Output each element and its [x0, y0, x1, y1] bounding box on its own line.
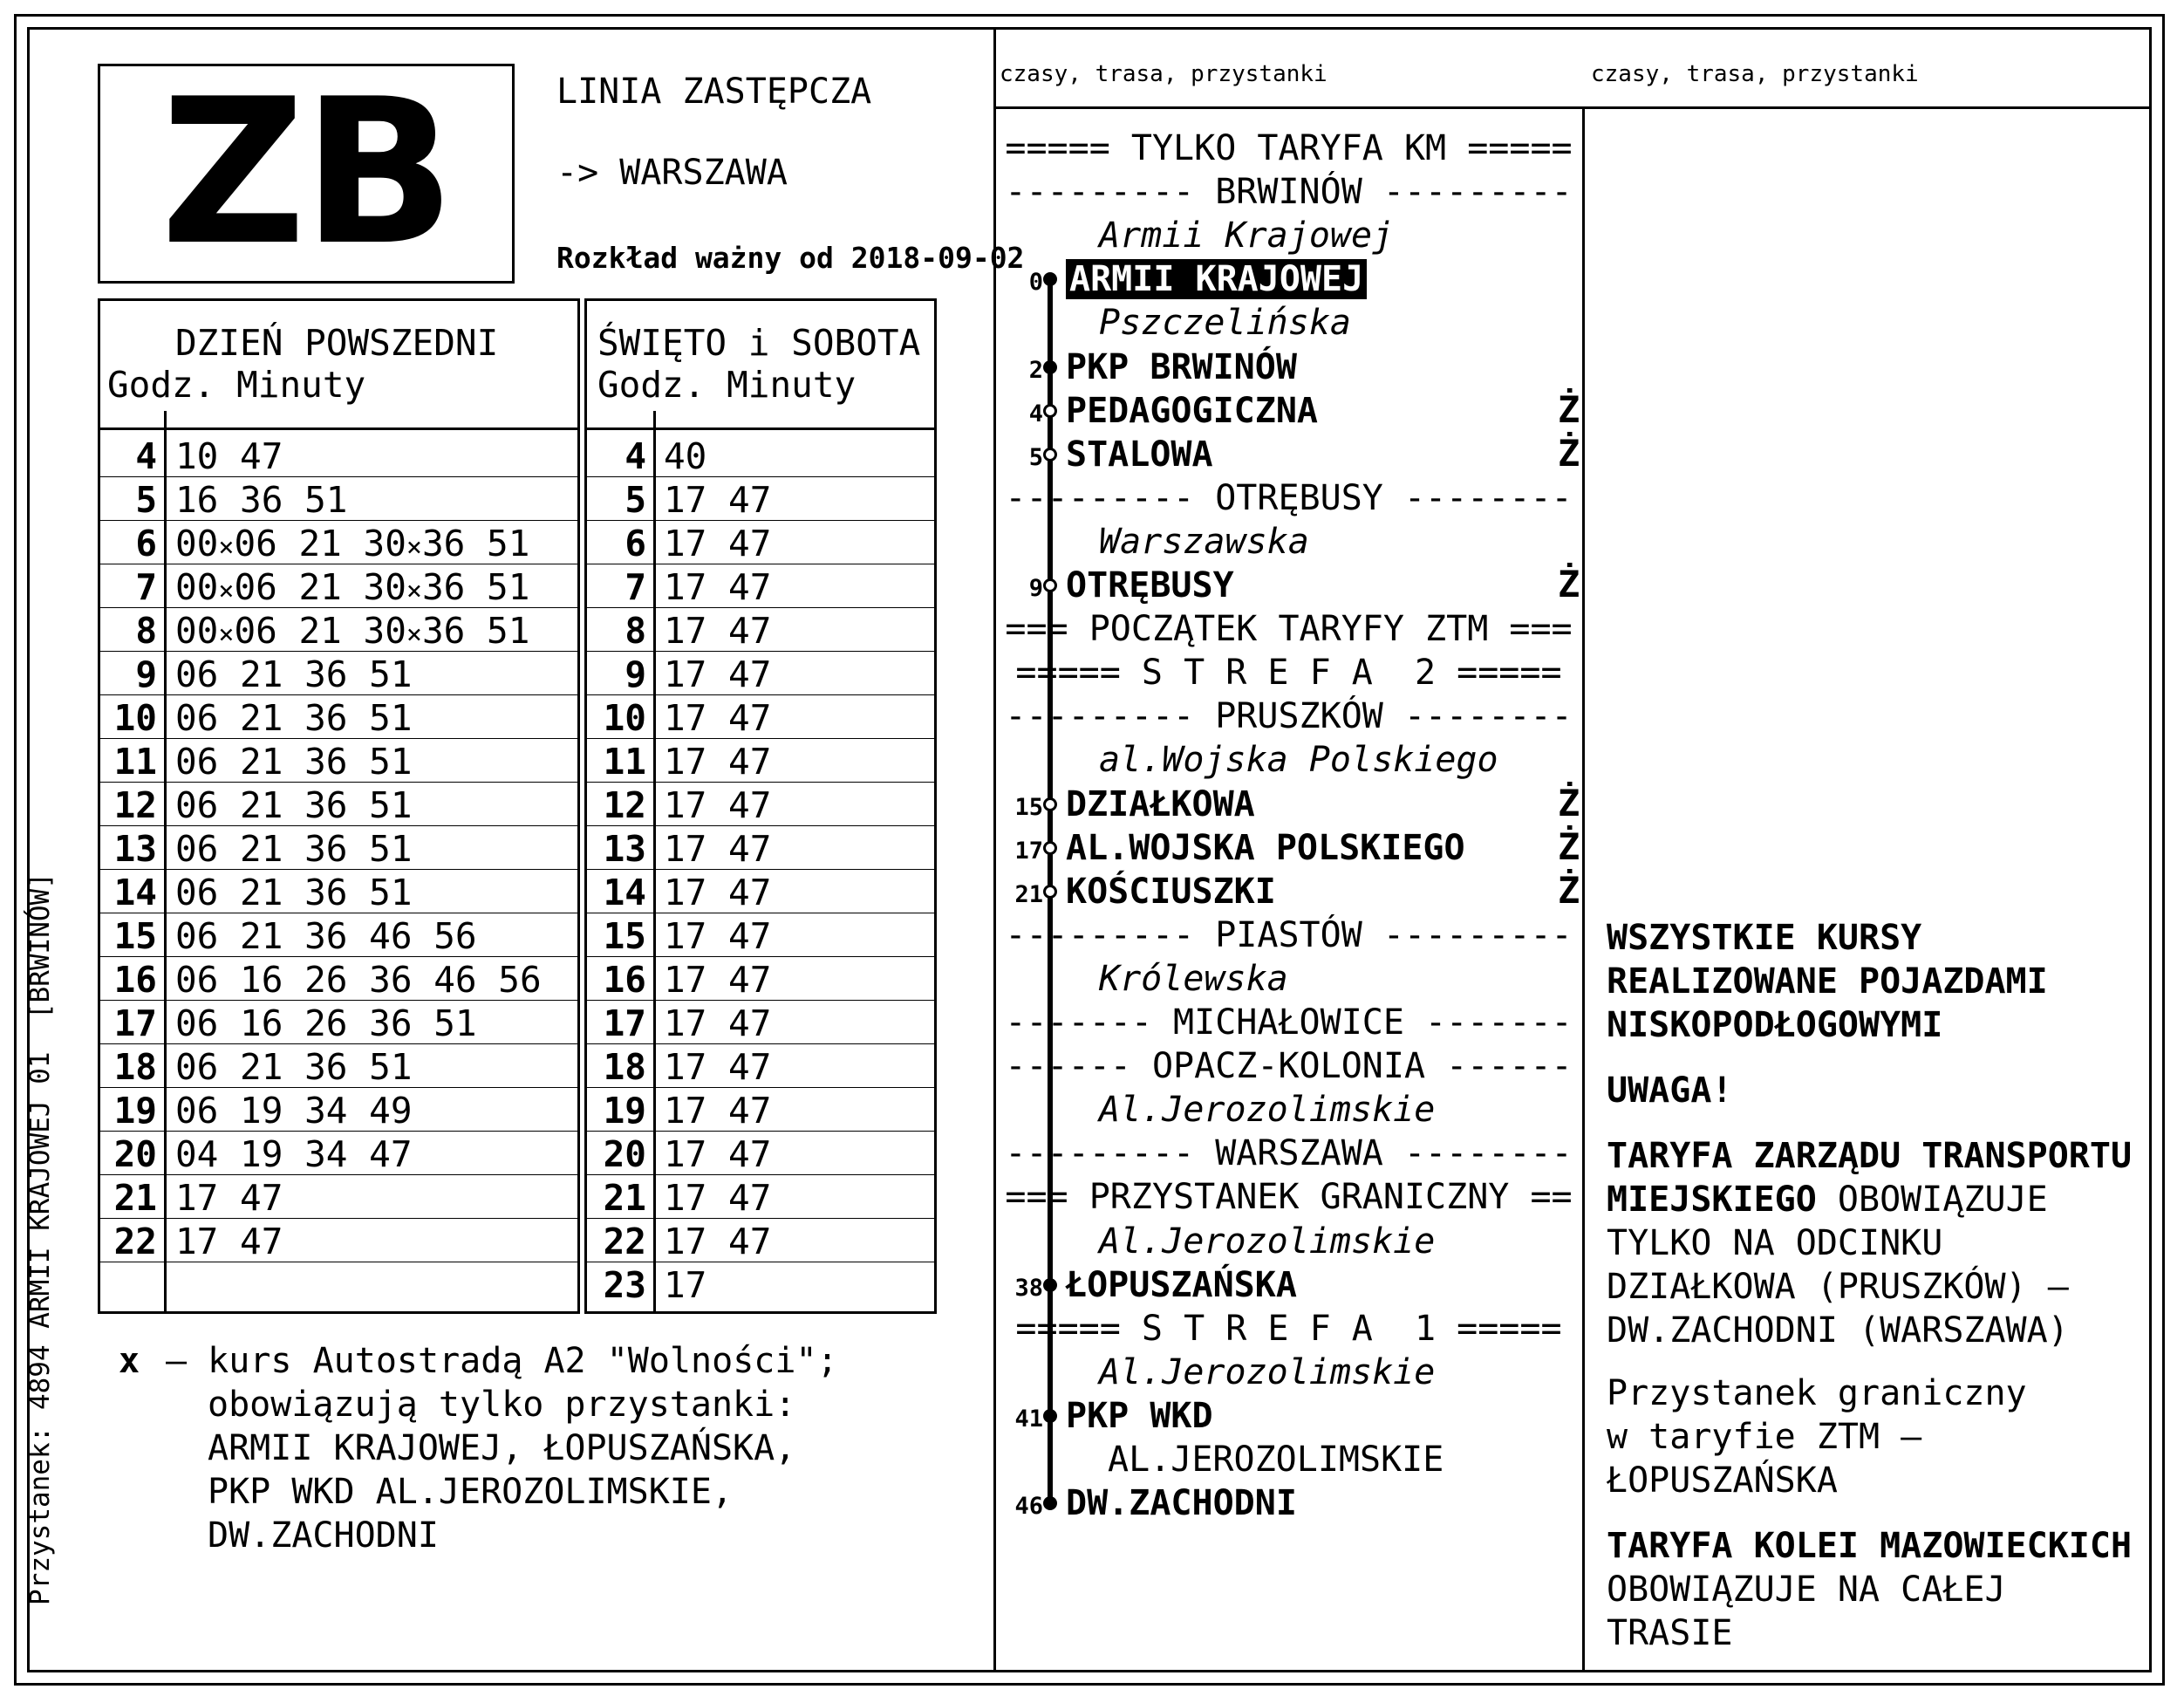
stop-name: PEDAGOGICZNA	[1066, 390, 1318, 431]
current-stop-name: ARMII KRAJOWEJ	[1066, 259, 1367, 299]
hour-cell: 16	[603, 959, 646, 1001]
table-row	[100, 1044, 577, 1088]
info-km-line: TARYFA KOLEI MAZOWIECKICH	[1607, 1526, 2133, 1566]
valid-from: Rozkład ważny od 2018-09-02	[556, 241, 1025, 275]
autostrada-mark: ×	[218, 576, 235, 606]
stop-name: PKP BRWINÓW	[1066, 346, 1297, 387]
hour-cell: 21	[113, 1177, 157, 1219]
hour-cell: 6	[624, 523, 646, 564]
minutes-cell: 17 47	[664, 784, 772, 826]
stop-dot-filled	[1043, 1409, 1057, 1423]
town-line: ------- MICHAŁOWICE -------	[1005, 1002, 1573, 1043]
table-row	[100, 695, 577, 739]
table-row	[587, 1088, 934, 1132]
stop-dot-filled	[1043, 1278, 1057, 1292]
table-row	[100, 1132, 577, 1175]
request-stop-mark: Ż	[1558, 824, 1580, 868]
hour-cell: 18	[113, 1046, 157, 1088]
stop-name: PKP WKD	[1066, 1395, 1213, 1436]
stop-row	[1066, 1395, 1213, 1437]
town-line: --------- PRUSZKÓW --------	[1005, 696, 1573, 737]
table-row	[587, 695, 934, 739]
info-ztm-line: TYLKO NA ODCINKU	[1607, 1223, 1943, 1263]
minutes-cell: 06 21 36 51	[175, 697, 413, 739]
stop-row	[1066, 564, 1234, 606]
minutes-cell: 17 47	[664, 479, 772, 521]
hour-cell: 8	[624, 610, 646, 652]
footnote-line: ARMII KRAJOWEJ, ŁOPUSZAŃSKA,	[208, 1428, 796, 1468]
minutes-cell: 06 21 36 51	[175, 872, 413, 913]
hour-cell: 14	[113, 872, 157, 913]
minutes-cell: 00×06 21 30×36 51	[175, 610, 530, 652]
minutes-cell: 17	[664, 1264, 707, 1306]
request-stop-mark: Ż	[1558, 868, 1580, 912]
autostrada-mark: ×	[406, 532, 422, 563]
minutes-cell: 17 47	[664, 959, 772, 1001]
minutes-cell: 17 47	[664, 1221, 772, 1262]
table-row	[100, 783, 577, 826]
minutes-cell: 06 16 26 36 46 56	[175, 959, 542, 1001]
stop-travel-time: 21	[1014, 880, 1043, 908]
weekday-table-header	[100, 301, 577, 430]
info-border-line: w taryfie ZTM –	[1607, 1417, 1922, 1457]
table-row	[587, 783, 934, 826]
hour-cell: 5	[624, 479, 646, 521]
request-stop-mark: Ż	[1558, 387, 1580, 431]
footnote-mark: x	[119, 1341, 140, 1381]
info-lowfloor-line: NISKOPODŁOGOWYMI	[1607, 1005, 1943, 1045]
stop-caption: Przystanek: 4894 ARMII KRAJOWEJ 01 [BRWINÓW]	[24, 872, 56, 1605]
column-divider-right	[1582, 108, 1585, 1672]
minutes-cell: 06 21 36 51	[175, 741, 413, 783]
minutes-cell: 00×06 21 30×36 51	[175, 523, 530, 564]
minutes-cell: 17 47	[664, 610, 772, 652]
table-row	[100, 1088, 577, 1132]
hour-cell: 12	[113, 784, 157, 826]
hour-cell: 9	[135, 653, 157, 695]
hour-cell: 4	[624, 435, 646, 477]
holiday-table	[584, 298, 937, 1314]
minutes-cell: 17 47	[175, 1221, 283, 1262]
line-number-box	[98, 57, 515, 290]
stop-dot-request	[1043, 404, 1057, 418]
minutes-cell: 16 36 51	[175, 479, 348, 521]
footnote-line: – kurs Autostradą A2 "Wolności";	[166, 1341, 838, 1381]
street-name: Królewska	[1099, 958, 1288, 999]
hour-cell: 16	[113, 959, 157, 1001]
hour-cell: 13	[603, 828, 646, 870]
stop-row	[1066, 390, 1318, 432]
stop-name: AL.WOJSKA POLSKIEGO	[1066, 827, 1465, 868]
hour-cell: 19	[603, 1090, 646, 1132]
minutes-cell: 06 21 36 46 56	[175, 915, 477, 957]
table-row	[100, 1175, 577, 1219]
stop-row	[1066, 1264, 1297, 1306]
hour-cell: 11	[603, 741, 646, 783]
hour-cell: 15	[113, 915, 157, 957]
info-ztm-line: MIEJSKIEGO	[1607, 1180, 1817, 1220]
town-line: --------- OTRĘBUSY --------	[1005, 477, 1573, 518]
street-name: Al.Jerozolimskie	[1099, 1090, 1436, 1131]
info-warning-text: UWAGA!	[1607, 1070, 1733, 1111]
stop-row	[1066, 346, 1297, 388]
street-name: Al.Jerozolimskie	[1099, 1221, 1436, 1262]
table-row	[100, 739, 577, 783]
minutes-cell: 17 47	[175, 1177, 283, 1219]
town-line: --------- PIASTÓW ---------	[1005, 914, 1573, 955]
minutes-cell: 17 47	[664, 915, 772, 957]
info-warning	[1607, 1069, 1733, 1112]
stop-dot-request	[1043, 797, 1057, 811]
stop-dot-request	[1043, 885, 1057, 899]
stop-name: STALOWA	[1066, 434, 1213, 475]
info-border-line: ŁOPUSZAŃSKA	[1607, 1460, 1838, 1501]
hour-cell: 10	[113, 697, 157, 739]
street-name: al.Wojska Polskiego	[1099, 740, 1498, 781]
request-stop-mark: Ż	[1558, 781, 1580, 824]
hour-cell: 21	[603, 1177, 646, 1219]
autostrada-mark: ×	[218, 619, 235, 650]
stop-dot-filled	[1043, 360, 1057, 374]
table-row	[100, 1219, 577, 1262]
holiday-rows	[587, 434, 934, 1306]
info-ztm-line: TARYFA ZARZĄDU TRANSPORTU	[1607, 1136, 2133, 1176]
hour-cell: 10	[603, 697, 646, 739]
hour-cell: 20	[113, 1133, 157, 1175]
info-km-tariff	[1607, 1524, 2132, 1655]
holiday-columns: Godz. Minuty	[597, 364, 857, 406]
stop-travel-time: 15	[1014, 793, 1043, 821]
minutes-cell: 17 47	[664, 653, 772, 695]
line-number: ZB	[160, 57, 453, 290]
stop-travel-time: 5	[1028, 443, 1043, 471]
autostrada-mark: ×	[406, 576, 422, 606]
minutes-cell: 17 47	[664, 741, 772, 783]
hour-cell: 5	[135, 479, 157, 521]
table-row	[587, 1132, 934, 1175]
hour-cell: 15	[603, 915, 646, 957]
tariff-zone-line: ===== TYLKO TARYFA KM =====	[1005, 128, 1573, 168]
hour-cell: 22	[113, 1221, 157, 1262]
footnote-line: DW.ZACHODNI	[208, 1515, 439, 1556]
hour-cell: 7	[135, 566, 157, 608]
table-row	[100, 913, 577, 957]
stop-name: ŁOPUSZAŃSKA	[1066, 1264, 1297, 1305]
autostrada-mark: ×	[406, 619, 422, 650]
hour-cell: 7	[624, 566, 646, 608]
request-stop-mark: Ż	[1558, 431, 1580, 475]
minutes-cell: 40	[664, 435, 707, 477]
hour-cell: 17	[603, 1002, 646, 1044]
minutes-cell: 17 47	[664, 523, 772, 564]
tariff-zone-line: === PRZYSTANEK GRANICZNY ==	[1005, 1177, 1573, 1218]
minutes-cell: 17 47	[664, 1177, 772, 1219]
stop-travel-time: 38	[1014, 1274, 1043, 1302]
hour-cell: 14	[603, 872, 646, 913]
town-line: ------ OPACZ-KOLONIA ------	[1005, 1046, 1573, 1087]
stop-travel-time: 9	[1028, 575, 1043, 602]
table-row	[587, 652, 934, 695]
weekday-rows	[100, 434, 577, 1306]
request-stop-mark: Ż	[1558, 563, 1580, 605]
street-name: Warszawska	[1099, 521, 1309, 562]
table-row	[100, 521, 577, 564]
route-header-left: czasy, trasa, przystanki	[1000, 61, 1327, 87]
table-row	[100, 652, 577, 695]
stop-row	[1066, 783, 1255, 825]
street-name: Armii Krajowej	[1099, 215, 1394, 256]
hour-cell: 6	[135, 523, 157, 564]
info-lowfloor	[1607, 916, 2048, 1047]
stop-name: KOŚCIUSZKI	[1066, 871, 1276, 912]
stop-dot-filled	[1043, 1496, 1057, 1510]
holiday-column-tick	[653, 411, 656, 430]
stop-travel-time: 41	[1014, 1405, 1043, 1433]
stop-name: OTRĘBUSY	[1066, 565, 1234, 605]
table-row	[100, 826, 577, 870]
table-row	[587, 521, 934, 564]
table-row	[100, 434, 577, 477]
info-lowfloor-line: WSZYSTKIE KURSY	[1607, 918, 1922, 958]
stop-dot-request	[1043, 448, 1057, 462]
hour-cell: 12	[603, 784, 646, 826]
stop-row	[1066, 871, 1276, 913]
hour-cell: 9	[624, 653, 646, 695]
hour-cell: 23	[603, 1264, 646, 1306]
info-ztm-line: DZIAŁKOWA (PRUSZKÓW) –	[1607, 1267, 2069, 1307]
tariff-zone-line: ===== S T R E F A 2 =====	[1015, 653, 1562, 694]
minutes-cell: 17 47	[664, 1090, 772, 1132]
minutes-cell: 06 21 36 51	[175, 784, 413, 826]
table-row	[587, 870, 934, 913]
town-line: --------- WARSZAWA --------	[1005, 1133, 1573, 1174]
weekday-title: DZIEŃ POWSZEDNI	[175, 322, 499, 364]
stop-row	[1066, 827, 1465, 869]
hour-cell: 22	[603, 1221, 646, 1262]
info-lowfloor-line: REALIZOWANE POJAZDAMI	[1607, 961, 2048, 1002]
info-km-line: OBOWIĄZUJE NA CAŁEJ	[1607, 1570, 2006, 1610]
weekday-column-tick	[164, 411, 167, 430]
stop-name: DW.ZACHODNI	[1066, 1483, 1297, 1524]
minutes-cell: 06 19 34 49	[175, 1090, 413, 1132]
minutes-cell: 04 19 34 47	[175, 1133, 413, 1175]
minutes-cell: 06 21 36 51	[175, 653, 413, 695]
info-ztm-tariff	[1607, 1134, 2132, 1352]
weekday-columns: Godz. Minuty	[107, 364, 366, 406]
hour-cell: 17	[113, 1002, 157, 1044]
town-line: --------- BRWINÓW ---------	[1005, 172, 1573, 213]
info-km-line: TRASIE	[1607, 1613, 1733, 1653]
table-row	[587, 434, 934, 477]
minutes-cell: 06 21 36 51	[175, 1046, 413, 1088]
holiday-table-header	[587, 301, 934, 430]
minutes-cell: 17 47	[664, 828, 772, 870]
table-row	[100, 564, 577, 608]
hour-cell	[100, 1262, 157, 1305]
info-ztm-line: OBOWIĄZUJE	[1816, 1180, 2048, 1220]
tariff-zone-line: ===== S T R E F A 1 =====	[1015, 1308, 1562, 1349]
table-row	[100, 957, 577, 1001]
weekday-table	[98, 298, 580, 1314]
hour-cell: 11	[113, 741, 157, 783]
table-row	[100, 608, 577, 652]
hour-cell: 8	[135, 610, 157, 652]
footnote-line: obowiązują tylko przystanki:	[208, 1385, 796, 1425]
table-row	[587, 739, 934, 783]
table-row	[587, 957, 934, 1001]
minutes-cell: 06 21 36 51	[175, 828, 413, 870]
table-row	[587, 564, 934, 608]
stop-row	[1066, 1482, 1297, 1524]
minutes-cell: 17 47	[664, 697, 772, 739]
minutes-cell: 17 47	[664, 872, 772, 913]
info-border-line: Przystanek graniczny	[1607, 1373, 2027, 1413]
stop-row	[1066, 258, 1367, 300]
stop-row	[1066, 434, 1213, 475]
stop-dot-request	[1043, 841, 1057, 855]
stop-travel-time: 2	[1028, 356, 1043, 384]
footnote-line: PKP WKD AL.JEROZOLIMSKIE,	[208, 1472, 734, 1512]
route-header-divider	[993, 106, 2152, 109]
stop-dot-request	[1043, 578, 1057, 592]
stop-travel-time: 46	[1014, 1493, 1043, 1521]
route-header-right: czasy, trasa, przystanki	[1591, 61, 1919, 87]
street-name: Al.Jerozolimskie	[1099, 1351, 1436, 1392]
info-border-stop	[1607, 1371, 2027, 1502]
table-row	[100, 477, 577, 521]
hour-cell: 13	[113, 828, 157, 870]
minutes-cell: 17 47	[664, 1133, 772, 1175]
minutes-cell: 10 47	[175, 435, 283, 477]
minutes-cell: 06 16 26 36 51	[175, 1002, 477, 1044]
minutes-cell: 00×06 21 30×36 51	[175, 566, 530, 608]
table-row	[587, 1044, 934, 1088]
direction: -> WARSZAWA	[556, 153, 788, 193]
hour-cell: 20	[603, 1133, 646, 1175]
autostrada-mark: ×	[218, 532, 235, 563]
tariff-zone-line: === POCZĄTEK TARYFY ZTM ===	[1005, 609, 1573, 650]
table-row	[100, 1001, 577, 1044]
holiday-title: ŚWIĘTO i SOBOTA	[597, 322, 921, 364]
hour-cell: 18	[603, 1046, 646, 1088]
hour-cell: 19	[113, 1090, 157, 1132]
table-row	[587, 826, 934, 870]
street-name: Pszczelińska	[1099, 303, 1351, 344]
info-ztm-line: DW.ZACHODNI (WARSZAWA)	[1607, 1310, 2069, 1351]
minutes-cell: 17 47	[664, 1002, 772, 1044]
table-row	[587, 1262, 934, 1306]
table-row	[587, 1001, 934, 1044]
table-row	[587, 1219, 934, 1262]
minutes-cell: 17 47	[664, 566, 772, 608]
line-type: LINIA ZASTĘPCZA	[556, 72, 872, 112]
hour-cell: 4	[135, 435, 157, 477]
table-row	[587, 477, 934, 521]
stop-name-continued: AL.JEROZOLIMSKIE	[1108, 1440, 1444, 1480]
stop-travel-time: 4	[1028, 400, 1043, 427]
table-row	[587, 1175, 934, 1219]
table-row	[587, 608, 934, 652]
table-row	[100, 870, 577, 913]
table-row	[100, 1262, 577, 1306]
stop-travel-time: 17	[1014, 837, 1043, 865]
stop-travel-time: 0	[1028, 269, 1043, 297]
minutes-cell: 17 47	[664, 1046, 772, 1088]
table-row	[587, 913, 934, 957]
stop-name: DZIAŁKOWA	[1066, 783, 1255, 824]
